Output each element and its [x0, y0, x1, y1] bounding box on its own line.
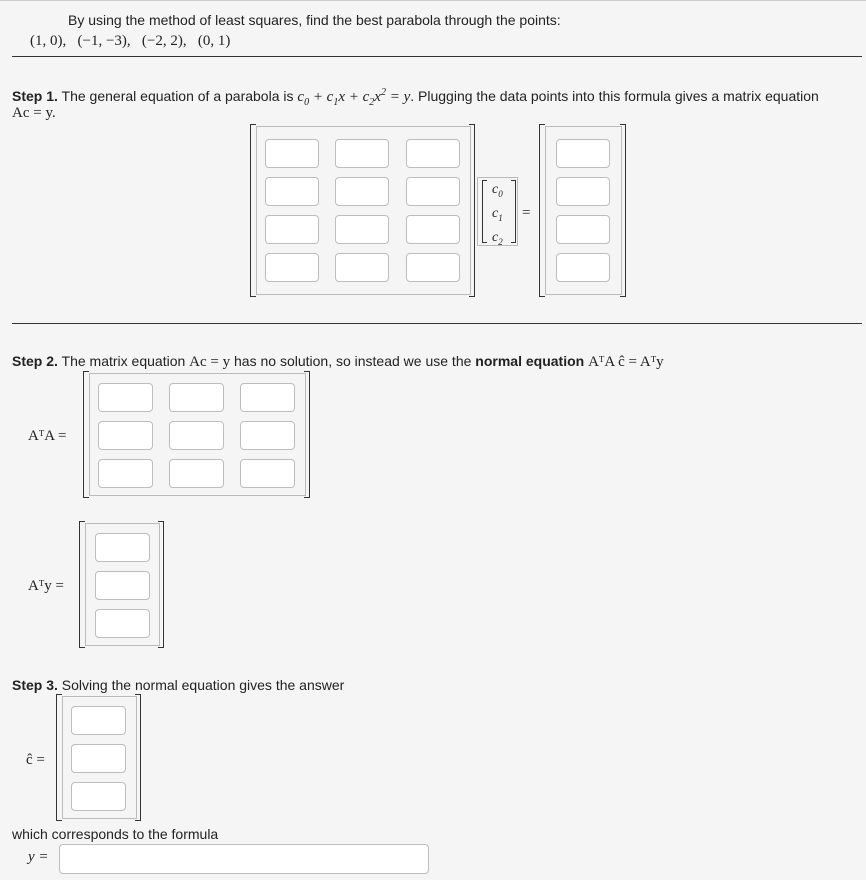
ata-cell-2-2[interactable] — [169, 421, 224, 450]
c-vector-right-bracket — [511, 180, 516, 243]
ata-cell-1-2[interactable] — [169, 383, 224, 412]
ata-label: AᵀA = — [28, 428, 67, 444]
c-vector-entry-2: $c_2$ — [492, 230, 503, 247]
c-vector-entry-1: $c_1$ — [492, 206, 503, 223]
matrix-a-cell-2-2[interactable] — [335, 177, 389, 206]
aty-label: Aᵀy = — [28, 578, 64, 594]
step3-text: Step 3. Solving the normal equation gives the answer — [12, 677, 345, 693]
ata-cell-3-2[interactable] — [169, 459, 224, 488]
chat-cell-1[interactable] — [71, 706, 126, 735]
y-vector-cell-2[interactable] — [556, 177, 610, 206]
chat-cell-2[interactable] — [71, 744, 126, 773]
step3-label: Step 3. — [12, 677, 58, 693]
matrix-a-cell-4-3[interactable] — [406, 253, 460, 282]
matrix-a-cell-2-3[interactable] — [406, 177, 460, 206]
matrix-a-cell-3-2[interactable] — [335, 215, 389, 244]
c-vector-left-bracket — [482, 180, 487, 243]
formula-text: which corresponds to the formula — [12, 826, 219, 842]
y-label: y = — [28, 849, 49, 865]
matrix-a-cell-2-1[interactable] — [265, 177, 319, 206]
matrix-a-cell-3-1[interactable] — [265, 215, 319, 244]
aty-cell-3[interactable] — [95, 609, 150, 638]
chat-label: ĉ = — [26, 752, 45, 768]
step1-ac-eq: Ac = y. — [12, 105, 56, 121]
problem-intro: By using the method of least squares, find the best parabola through the points: — [68, 12, 561, 28]
matrix-a-cell-4-2[interactable] — [335, 253, 389, 282]
ata-cell-3-3[interactable] — [240, 459, 295, 488]
c-vector-entry-0: $c_0$ — [492, 182, 503, 199]
matrix-a-cell-4-1[interactable] — [265, 253, 319, 282]
chat-cell-3[interactable] — [71, 782, 126, 811]
step1-text: Step 1. The general equation of a parabola is $c_0 + c_1x + c_2x^2 = y$. Plugging the data points into this formula gives a matrix equation — [12, 87, 819, 108]
divider — [12, 56, 862, 57]
y-vector-cell-4[interactable] — [556, 253, 610, 282]
y-vector-cell-1[interactable] — [556, 139, 610, 168]
step2-text: Step 2. The matrix equation Ac = y has no solution, so instead we use the normal equation AᵀA ĉ = Aᵀy — [12, 353, 664, 370]
ata-cell-3-1[interactable] — [98, 459, 153, 488]
top-border — [0, 0, 866, 1]
aty-cell-1[interactable] — [95, 533, 150, 562]
step1-label: Step 1. — [12, 88, 58, 104]
ata-cell-1-3[interactable] — [240, 383, 295, 412]
divider — [12, 323, 862, 324]
matrix-a-cell-3-3[interactable] — [406, 215, 460, 244]
matrix-a-cell-1-3[interactable] — [406, 139, 460, 168]
aty-cell-2[interactable] — [95, 571, 150, 600]
matrix-a-cell-1-2[interactable] — [335, 139, 389, 168]
matrix-a-cell-1-1[interactable] — [265, 139, 319, 168]
problem-points: (1, 0), (−1, −3), (−2, 2), (0, 1) — [30, 33, 231, 49]
step2-label: Step 2. — [12, 353, 58, 369]
ata-cell-2-1[interactable] — [98, 421, 153, 450]
formula-input[interactable] — [59, 844, 429, 874]
ata-cell-2-3[interactable] — [240, 421, 295, 450]
step1-equals: = — [522, 205, 531, 221]
y-vector-cell-3[interactable] — [556, 215, 610, 244]
ata-cell-1-1[interactable] — [98, 383, 153, 412]
